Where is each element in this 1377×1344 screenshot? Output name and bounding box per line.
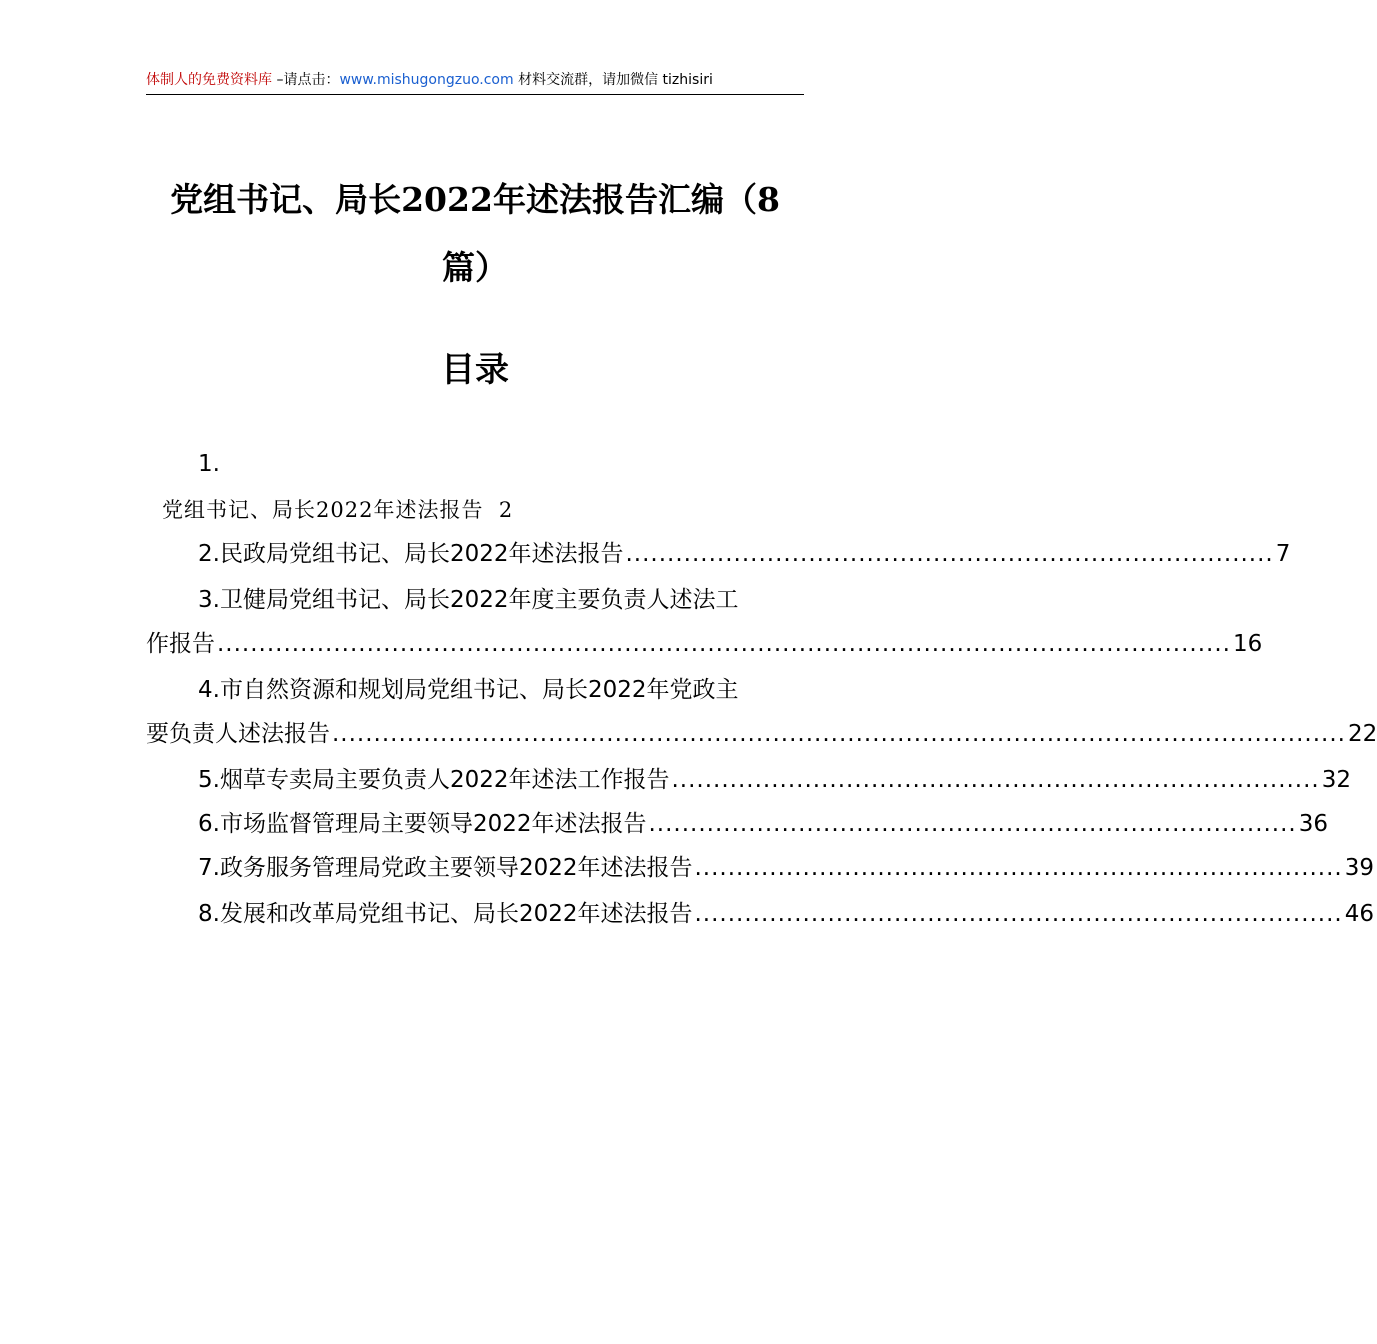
toc-entry-page: 32 xyxy=(1321,767,1352,793)
toc-entry-page: 16 xyxy=(1232,631,1263,657)
toc-entry-page: 22 xyxy=(1347,721,1377,747)
toc-entry-8[interactable] xyxy=(146,898,1375,930)
toc-entry-1-text: 党组书记、局长2022年述法报告 xyxy=(162,498,484,522)
toc-leader-dots: .......................................................................................................................... xyxy=(217,631,1231,657)
site-link[interactable]: www.mishugongzuo.com xyxy=(339,72,514,88)
toc-leader-dots: .............................................................................. xyxy=(648,811,1297,837)
toc-entry-3-line-1[interactable] xyxy=(146,584,804,616)
toc-entry-5[interactable] xyxy=(146,764,1352,796)
toc-leader-dots: .............................................................................. xyxy=(625,541,1274,567)
toc-leader-dots: .............................................................................. xyxy=(671,767,1320,793)
toc-entry-text: 8.发展和改革局党组书记、局长2022年述法报告 xyxy=(198,901,693,927)
document-title-line-2: 篇） xyxy=(442,248,508,287)
toc-entry-1-number[interactable]: 1. xyxy=(198,451,220,477)
click-prompt: –请点击： xyxy=(272,72,340,88)
toc-entry-text: 6.市场监督管理局主要领导2022年述法报告 xyxy=(198,811,647,837)
toc-entry-page: 7 xyxy=(1275,541,1291,567)
toc-leader-dots: .......................................................................................................................... xyxy=(332,721,1346,747)
toc-entry-page: 39 xyxy=(1344,855,1375,881)
toc-entry-1-page: 2 xyxy=(498,498,514,522)
toc-entry-7[interactable] xyxy=(146,852,1375,884)
toc-entry-page: 36 xyxy=(1298,811,1329,837)
toc-entry-text: 7.政务服务管理局党政主要领导2022年述法报告 xyxy=(198,855,693,881)
toc-entry-text: 要负责人述法报告 xyxy=(146,721,330,747)
toc-entry-3-line-2[interactable] xyxy=(146,628,1263,660)
toc-entry-4-line-1[interactable] xyxy=(146,674,804,706)
page-header xyxy=(146,68,804,95)
toc-entry-4-line-2[interactable] xyxy=(146,718,1377,750)
toc-entry-2[interactable] xyxy=(146,538,1291,570)
site-name: 体制人的免费资料库 xyxy=(146,72,272,88)
toc-entry-1[interactable] xyxy=(162,494,513,526)
toc-entry-6[interactable] xyxy=(146,808,1329,840)
toc-entry-page: 46 xyxy=(1344,901,1375,927)
toc-entry-text: 4.市自然资源和规划局党组书记、局长2022年党政主 xyxy=(198,677,739,703)
toc-entry-text: 5.烟草专卖局主要负责人2022年述法工作报告 xyxy=(198,767,670,793)
toc-entry-text: 作报告 xyxy=(146,631,215,657)
toc-leader-dots: .............................................................................. xyxy=(694,855,1343,881)
toc-entry-text: 3.卫健局党组书记、局长2022年度主要负责人述法工 xyxy=(198,587,739,613)
toc-heading: 目录 xyxy=(441,350,509,390)
toc-leader-dots: .............................................................................. xyxy=(694,901,1343,927)
document-title-line-1: 党组书记、局长2022年述法报告汇编（8 xyxy=(170,180,780,219)
contact-text: 材料交流群，请加微信 tizhisiri xyxy=(513,72,713,88)
toc-entry-text: 2.民政局党组书记、局长2022年述法报告 xyxy=(198,541,624,567)
